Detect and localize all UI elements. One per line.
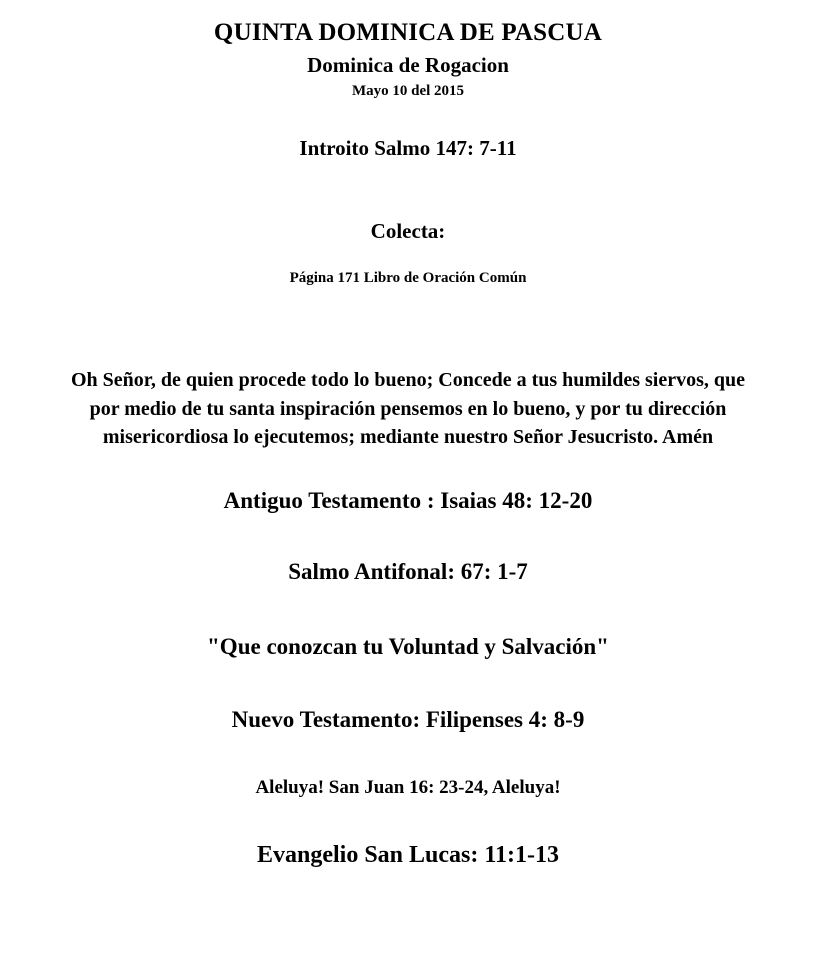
service-date: Mayo 10 del 2015 [351,83,465,100]
psalm-reference: Salmo Antifonal: 67: 1-7 [288,559,528,585]
old-testament-reading: Antiguo Testamento : Isaias 48: 12-20 [223,488,593,514]
alleluia-verse: Aleluya! San Juan 16: 23-24, Aleluya! [255,776,561,798]
page-subtitle: Dominica de Rogacion [307,52,509,77]
collect-heading: Colecta: [370,218,446,243]
collect-source: Página 171 Libro de Oración Común [289,270,527,287]
introit-reference: Introito Salmo 147: 7-11 [299,135,517,160]
page-title: QUINTA DOMINICA DE PASCUA [213,19,603,46]
collect-text: Oh Señor, de quien procede todo lo bueno; Concede a tus humildes siervos, que por medio de tu santa inspiración pensemos en lo bueno, y por tu dirección misericordiosa lo ejecutemos; mediante nuestro Señor Jesucristo. Amén [71,369,745,448]
antiphon-text: "Que conozcan tu Voluntad y Salvación" [207,633,609,659]
new-testament-reading: Nuevo Testamento: Filipenses 4: 8-9 [231,706,585,732]
gospel-reading: Evangelio San Lucas: 11:1-13 [256,842,560,869]
